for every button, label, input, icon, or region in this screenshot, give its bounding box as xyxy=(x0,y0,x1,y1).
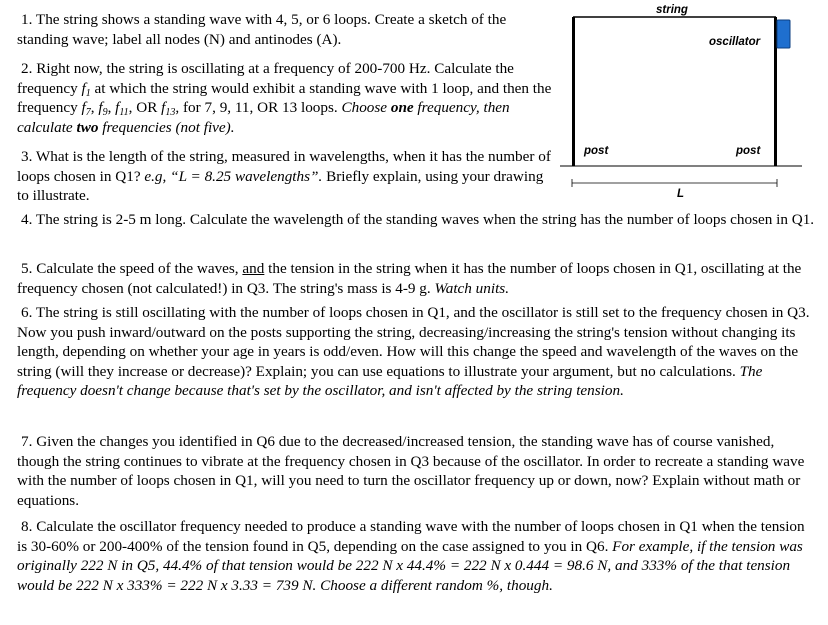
length-label: L xyxy=(677,188,685,200)
string-diagram-svg xyxy=(560,0,828,205)
left-post xyxy=(572,17,575,166)
question-6-text: 6. The string is still oscillating with the number of loops chosen in Q1, and the oscillator is still set to the frequency chosen in Q3. Now you push inward/outward on the posts supporting the string, decreasing/increasing the string's tension without changing its length, depending on whether your age in years is odd/even. How will this change the speed and wavelength of the waves on the string (will they increase or decrease)? Explain; you can use equations to illustrate your argument, but no calculations. The frequency doesn't change because that's set by the oscillator, and isn't affected by the string tension. xyxy=(17,304,810,400)
question-1-text: 1. The string shows a standing wave with 4, 5, or 6 loops. Create a sketch of the standing wave; label all nodes (N) and antinodes (A). xyxy=(17,11,507,48)
question-2 xyxy=(17,59,552,137)
question-5 xyxy=(17,259,817,298)
post-right-label: post xyxy=(736,145,761,157)
question-4 xyxy=(17,210,817,230)
question-3 xyxy=(17,147,557,206)
question-7 xyxy=(17,432,817,510)
string-label: string xyxy=(656,4,688,16)
question-4-text: 4. The string is 2-5 m long. Calculate the wavelength of the standing waves when the string has the number of loops chosen in Q1. xyxy=(21,211,815,228)
question-6 xyxy=(17,303,817,401)
post-left-label: post xyxy=(584,145,609,157)
string-diagram xyxy=(560,0,828,205)
question-8-text: 8. Calculate the oscillator frequency needed to produce a standing wave with the number of loops chosen in Q1 when the tension is 30-60% or 200-400% of the tension found in Q5, depending on the case assigned to you in Q6. For example, if the tension was originally 222 N in Q5, 44.4% of that tension would be 222 N x 44.4% = 222 N x 0.444 = 98.6 N, and 333% of the that tension would be 222 N x 333% = 222 N x 3.33 = 739 N. Choose a different random %, though. xyxy=(17,518,805,594)
oscillator-box xyxy=(777,20,790,48)
question-7-text: 7. Given the changes you identified in Q6 due to the decreased/increased tension, the standing wave has of course vanished, though the string continues to vibrate at the frequency chosen in Q3 because of the oscillator. In order to recreate a standing wave with the number of loops chosen in Q1, will you need to turn the oscillator frequency up or down, now? Explain without math or equations. xyxy=(17,433,805,509)
question-2-text: 2. Right now, the string is oscillating at a frequency of 200-700 Hz. Calculate the frequency $f_1$ at which the string would exhibit a standing wave with 1 loop, and then the frequency $f_7$, $f_9$, $f_{11}$, OR $f_{13}$, for 7, 9, 11, OR 13 loops. Choose one frequency, then calculate two frequencies (not five). xyxy=(17,60,552,136)
question-8 xyxy=(17,517,817,595)
oscillator-label: oscillator xyxy=(709,36,761,48)
question-3-text: 3. What is the length of the string, measured in wavelengths, when it has the number of loops chosen in Q1? e.g, “L = 8.25 wavelengths”. Briefly explain, using your drawing to illustrate. xyxy=(17,148,551,205)
question-5-text: 5. Calculate the speed of the waves, and the tension in the string when it has the number of loops chosen in Q1, oscillating at the frequency chosen (not calculated!) in Q3. The string's mass is 4-9 g. Watch units. xyxy=(17,260,802,297)
question-1 xyxy=(17,10,552,49)
